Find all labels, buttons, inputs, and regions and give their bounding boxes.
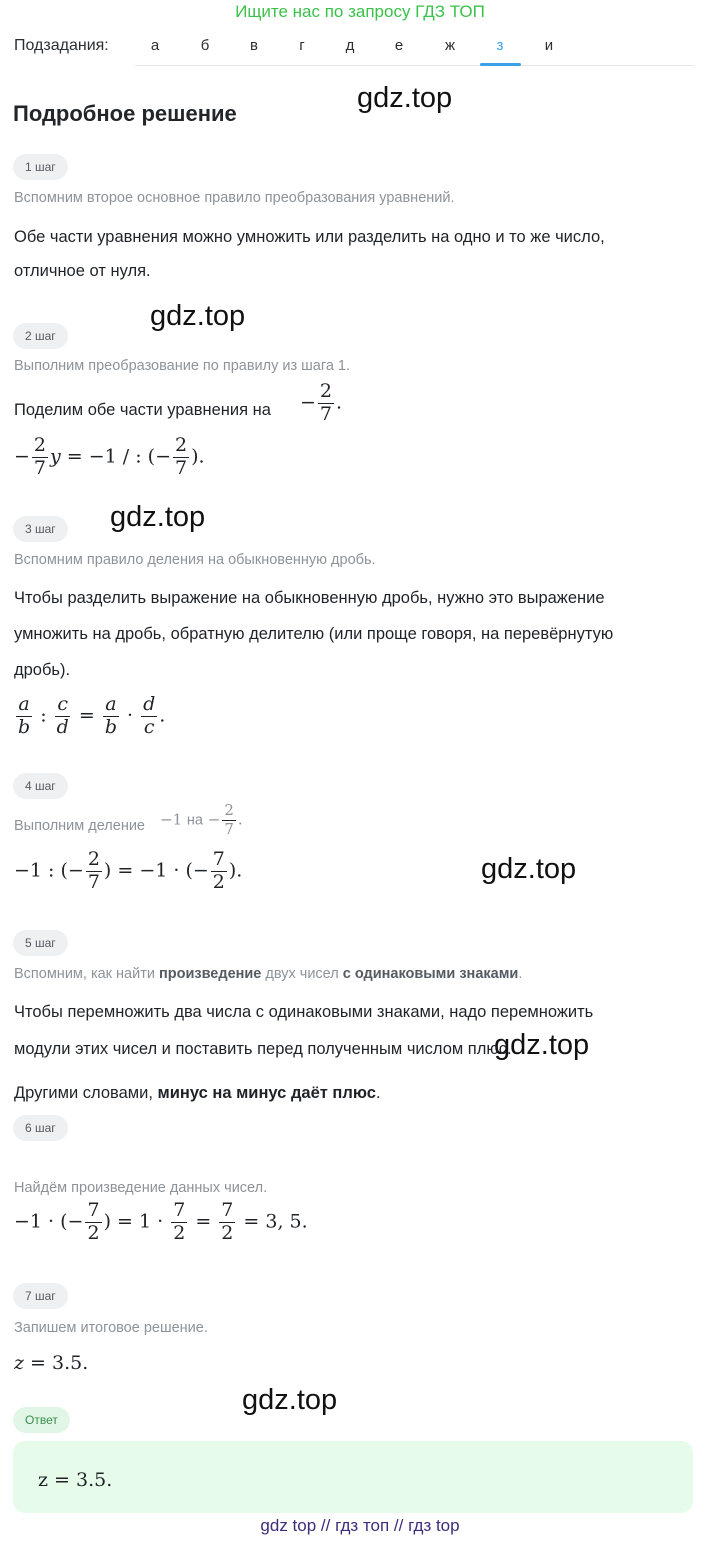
active-tab-indicator	[480, 63, 521, 66]
answer-badge: Ответ	[13, 1407, 70, 1433]
subtask-tab-g[interactable]: г	[299, 37, 305, 54]
subtasks-label: Подзадания:	[14, 37, 109, 54]
watermark: gdz.top	[150, 300, 246, 332]
subtask-tab-d[interactable]: д	[345, 37, 355, 54]
subtask-tab-a[interactable]: а	[150, 37, 160, 54]
subtask-tab-i[interactable]: и	[544, 37, 554, 54]
step-text: Обе части уравнения можно умножить или разделить на одно и то же число,	[14, 228, 605, 246]
math-formula: $\frac{a}{b}$ : $\frac{c}{d}$ = $\frac{a}{b}$ · $\frac{d}{c}$ .	[18, 693, 166, 738]
step-hint: Выполним преобразование по правилу из шага 1.	[14, 358, 351, 374]
step-hint: Вспомним правило деления на обыкновенную дробь.	[14, 552, 376, 568]
answer-box	[13, 1441, 693, 1513]
step-badge: 4 шаг	[13, 773, 68, 799]
step-hint: Вспомним второе основное правило преобразования уравнений.	[14, 190, 455, 206]
subtask-tab-v[interactable]: в	[250, 37, 258, 54]
step-text: умножить на дробь, обратную делителю (или проще говоря, на перевёрнутую	[14, 625, 614, 643]
step-text: модули этих чисел и поставить перед полученным числом плюс.	[14, 1040, 512, 1058]
watermark: gdz.top	[481, 853, 577, 885]
math-equation: −1 · (− $\frac{7}{2}$ ) = 1 · $\frac{7}{2}$ = $\frac{7}{2}$ = 3, 5.	[14, 1199, 308, 1244]
subtask-tab-e[interactable]: е	[394, 37, 404, 54]
step-badge: 2 шаг	[13, 323, 68, 349]
step-hint: Выполним деление	[14, 818, 145, 834]
step-text: Чтобы перемножить два числа с одинаковыми знаками, надо перемножить	[14, 1003, 594, 1021]
step-hint: Запишем итоговое решение.	[14, 1320, 208, 1336]
step-hint: Вспомним, как найти произведение двух чисел с одинаковыми знаками.	[14, 966, 523, 982]
search-banner: Ищите нас по запросу ГДЗ ТОП	[235, 2, 485, 21]
step-badge: 1 шаг	[13, 154, 68, 180]
step-badge: 6 шаг	[13, 1115, 68, 1141]
subtask-tab-z[interactable]: з	[496, 37, 504, 54]
math-result: z = 3.5.	[14, 1352, 89, 1374]
watermark: gdz.top	[494, 1029, 590, 1061]
math-equation: −1 : (− $\frac{2}{7}$ ) = −1 · (− $\frac{7}{2}$ ).	[14, 848, 243, 893]
step-text: Поделим обе части уравнения на	[14, 401, 271, 419]
watermark: gdz.top	[242, 1384, 338, 1416]
step-text: Чтобы разделить выражение на обыкновенную дробь, нужно это выражение	[14, 589, 605, 607]
subtasks-divider	[135, 65, 695, 66]
step-text: Другими словами, минус на минус даёт плюс.	[14, 1084, 381, 1102]
step-badge: 7 шаг	[13, 1283, 68, 1309]
subtask-tab-b[interactable]: б	[200, 37, 210, 54]
answer-value: z = 3.5.	[38, 1469, 113, 1491]
solution-heading: Подробное решение	[13, 101, 237, 126]
math-inline: −1 на − $\frac{2}{7}$ .	[160, 801, 243, 838]
step-hint: Найдём произведение данных чисел.	[14, 1180, 268, 1196]
watermark: gdz.top	[357, 82, 453, 114]
step-badge: 3 шаг	[13, 516, 68, 542]
footer-links[interactable]: gdz top // гдз топ // гдз top	[260, 1516, 460, 1535]
math-fraction: − $\frac{2}{7}$ .	[300, 380, 343, 425]
math-equation: − $\frac{2}{7}$ y = −1 / : (− $\frac{2}{7}$ ).	[14, 434, 205, 479]
subtask-tab-zh[interactable]: ж	[444, 37, 456, 54]
step-badge: 5 шаг	[13, 930, 68, 956]
watermark: gdz.top	[110, 501, 206, 533]
step-text: отличное от нуля.	[14, 262, 151, 280]
step-text: дробь).	[14, 661, 71, 679]
